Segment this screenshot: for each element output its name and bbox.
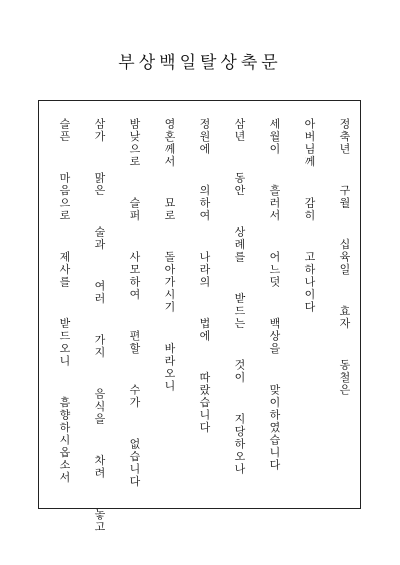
- text-line: 세월이 흘러서 어느덧 백상을 맞이하였습니다: [268, 118, 281, 472]
- text-line: 정축년 구월 십육일 효자 동철은: [338, 118, 351, 397]
- document-title: 부상백일탈상축문: [118, 53, 282, 73]
- text-line: 밤낮으로 슬퍼 사모하여 편할 수가 없습니다: [128, 118, 141, 488]
- vertical-text-body: [38, 118, 361, 534]
- text-line: 삼년 동안 상례를 받드는 것이 지당하오나: [233, 118, 246, 476]
- text-line: 슬픈 마음으로 제사를 받드오니 흠향하시옵소서: [58, 118, 71, 484]
- text-line: 정원에 의하여 나라의 법에 따랐습니다: [198, 118, 211, 434]
- text-line: 아버님께 감히 고하나이다: [303, 118, 316, 314]
- text-line: 영혼께서 묘로 돌아가시기 바라오니: [163, 118, 176, 393]
- text-line: 삼가 맑은 술과 여러 가지 음식을 차려 놓고: [93, 118, 106, 534]
